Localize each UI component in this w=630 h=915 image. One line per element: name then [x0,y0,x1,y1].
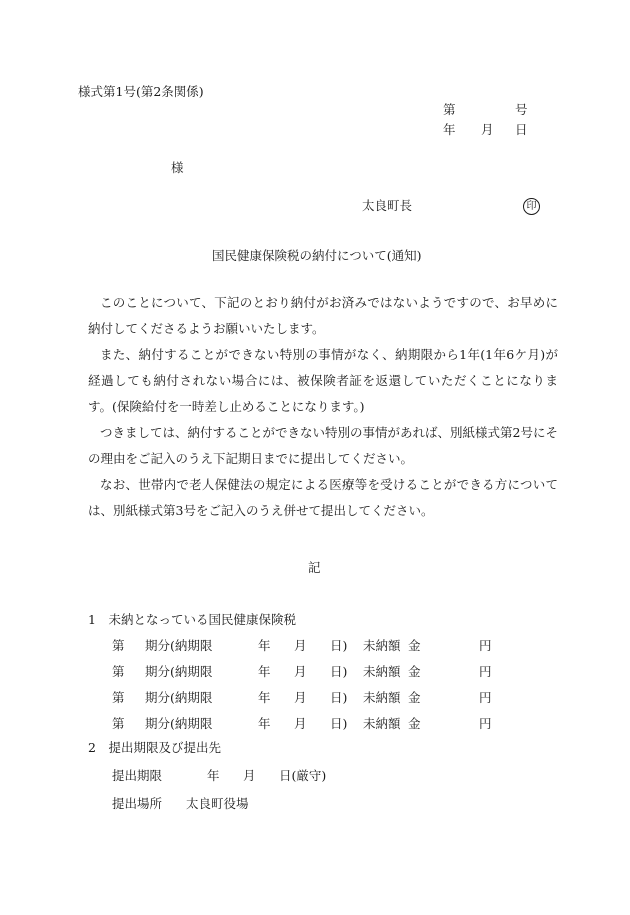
row-yen: 円 [479,664,492,679]
document-title: 国民健康保険税の納付について(通知) [212,248,422,263]
row-year: 年 [258,638,271,653]
row-dai: 第 [112,690,125,705]
row-month: 月 [294,638,307,653]
unpaid-row [112,688,512,704]
row-kin: 金 [408,664,421,679]
body-paragraph-1: このことについて、下記のとおり納付がお済みではないようですので、お早めに納付してくださるようお願いいたします。 [88,295,558,336]
row-day: 日) [330,690,348,705]
doc-number-prefix: 第 [443,102,456,117]
unpaid-row [112,662,512,678]
notes-heading: 記 [308,560,321,575]
date-day: 日 [515,122,528,137]
row-day: 日) [330,716,348,731]
row-day: 日) [330,638,348,653]
row-month: 月 [294,716,307,731]
row-unpaid-label: 未納額 [363,638,401,653]
row-month: 月 [294,690,307,705]
row-period: 期分(納期限 [145,716,213,731]
deadline-month: 月 [243,768,256,783]
row-yen: 円 [479,638,492,653]
row-unpaid-label: 未納額 [363,664,401,679]
row-kin: 金 [408,716,421,731]
body-paragraph-3: つきましては、納付することができない特別の事情があれば、別紙様式第2号にその理由をご記入のうえ下記期日までに提出してください。 [88,425,558,466]
row-period: 期分(納期限 [145,664,213,679]
section1-heading: 1 未納となっている国民健康保険税 [88,612,296,627]
seal-mark: 印 [523,198,540,215]
deadline-day: 日(厳守) [279,768,327,783]
date-month: 月 [481,122,494,137]
deadline-label: 提出期限 [112,768,163,783]
body-paragraph-2: また、納付することができない特別の事情がなく、納期限から1年(1年6ケ月)が経過しても納付されない場合には、被保険者証を返還していただくことになります。(保険給付を一時差し止めることになります。) [88,347,558,414]
unpaid-row [112,636,512,652]
row-period: 期分(納期限 [145,638,213,653]
row-period: 期分(納期限 [145,690,213,705]
deadline-row [112,766,512,782]
row-day: 日) [330,664,348,679]
form-number: 様式第1号(第2条関係) [78,84,204,99]
doc-number-suffix: 号 [515,102,528,117]
seal-stamp [523,197,540,215]
row-year: 年 [258,716,271,731]
unpaid-row [112,714,512,730]
deadline-year: 年 [207,768,220,783]
place-label: 提出場所 [112,796,163,811]
row-yen: 円 [479,716,492,731]
row-kin: 金 [408,690,421,705]
row-dai: 第 [112,664,125,679]
date-year: 年 [443,122,456,137]
row-unpaid-label: 未納額 [363,690,401,705]
row-year: 年 [258,690,271,705]
row-unpaid-label: 未納額 [363,716,401,731]
row-dai: 第 [112,638,125,653]
body-paragraph-4: なお、世帯内で老人保健法の規定による医療等を受けることができる方については、別紙様式第3号をご記入のうえ併せて提出してください。 [88,477,558,518]
place-value: 太良町役場 [186,796,249,811]
place-row [112,794,512,810]
row-yen: 円 [479,690,492,705]
sender-title: 太良町長 [362,198,413,213]
addressee-honorific: 様 [171,160,184,175]
row-kin: 金 [408,638,421,653]
row-dai: 第 [112,716,125,731]
row-month: 月 [294,664,307,679]
row-year: 年 [258,664,271,679]
section2-heading: 2 提出期限及び提出先 [88,740,221,755]
